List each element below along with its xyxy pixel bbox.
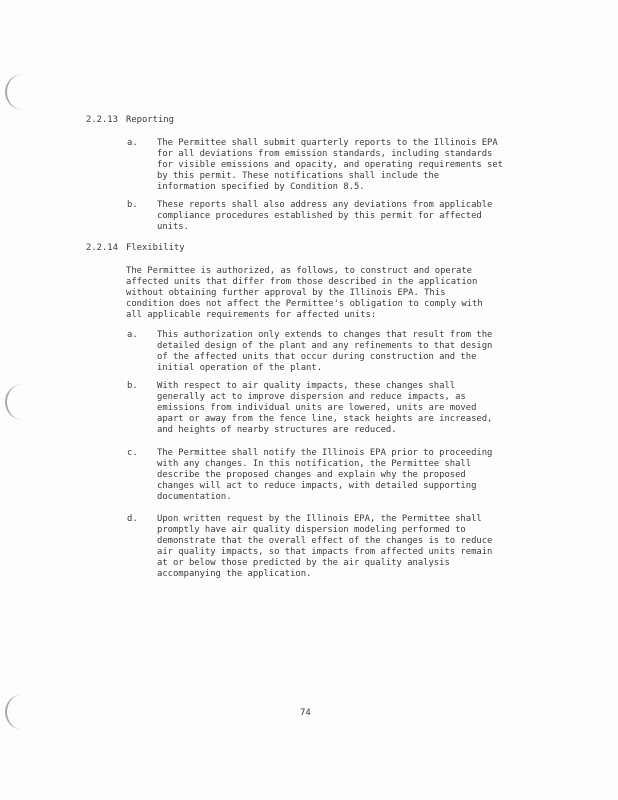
- section-number: 2.2.13: [86, 115, 118, 125]
- item-marker: b.: [127, 200, 138, 210]
- item-line: documentation.: [157, 492, 232, 502]
- item-line: accompanying the application.: [157, 569, 312, 579]
- item-line: and heights of nearby structures are reduced.: [157, 425, 397, 435]
- item-marker: c.: [127, 448, 138, 458]
- item-marker: d.: [127, 514, 138, 524]
- item-line: generally act to improve dispersion and reduce impacts, as: [157, 392, 466, 402]
- item-marker: b.: [127, 381, 138, 391]
- item-line: The Permittee shall submit quarterly reports to the Illinois EPA: [157, 138, 498, 148]
- section-number: 2.2.14: [86, 243, 118, 253]
- item-line: units.: [157, 222, 189, 232]
- binder-hole-mark: [5, 384, 25, 420]
- item-line: for visible emissions and opacity, and operating requirements set: [157, 160, 504, 170]
- item-line: by this permit. These notifications shall include the: [157, 171, 440, 181]
- item-line: These reports shall also address any deviations from applicable: [157, 200, 493, 210]
- item-line: detailed design of the plant and any refinements to that design: [157, 341, 493, 351]
- section-title: Reporting: [126, 115, 174, 125]
- intro-line: without obtaining further approval by the Illinois EPA. This: [126, 288, 446, 298]
- item-line: apart or away from the fence line, stack heights are increased,: [157, 414, 493, 424]
- item-line: This authorization only extends to changes that result from the: [157, 330, 493, 340]
- item-line: changes will act to reduce impacts, with detailed supporting: [157, 481, 477, 491]
- item-line: With respect to air quality impacts, these changes shall: [157, 381, 456, 391]
- item-line: with any changes. In this notification, the Permittee shall: [157, 459, 472, 469]
- item-line: of the affected units that occur during construction and the: [157, 352, 477, 362]
- item-line: at or below those predicted by the air quality analysis: [157, 558, 450, 568]
- item-line: for all deviations from emission standards, including standards: [157, 149, 493, 159]
- item-marker: a.: [127, 330, 138, 340]
- item-line: promptly have air quality dispersion modeling performed to: [157, 525, 466, 535]
- item-line: information specified by Condition 8.5.: [157, 182, 365, 192]
- item-marker: a.: [127, 138, 138, 148]
- intro-line: affected units that differ from those described in the application: [126, 277, 478, 287]
- binder-hole-mark: [5, 74, 25, 110]
- intro-line: condition does not affect the Permittee's obligation to comply with: [126, 299, 483, 309]
- item-line: compliance procedures established by this permit for affected: [157, 211, 482, 221]
- item-line: air quality impacts, so that impacts from affected units remain: [157, 547, 493, 557]
- intro-line: The Permittee is authorized, as follows, to construct and operate: [126, 266, 473, 276]
- page-number: 74: [300, 708, 311, 718]
- item-line: demonstrate that the overall effect of the changes is to reduce: [157, 536, 493, 546]
- binder-hole-mark: [5, 694, 25, 730]
- item-line: The Permittee shall notify the Illinois EPA prior to proceeding: [157, 448, 493, 458]
- section-title: Flexibility: [126, 243, 185, 253]
- intro-line: all applicable requirements for affected units:: [126, 310, 377, 320]
- item-line: initial operation of the plant.: [157, 363, 323, 373]
- item-line: emissions from individual units are lowered, units are moved: [157, 403, 477, 413]
- item-line: Upon written request by the Illinois EPA, the Permittee shall: [157, 514, 482, 524]
- item-line: describe the proposed changes and explain why the proposed: [157, 470, 466, 480]
